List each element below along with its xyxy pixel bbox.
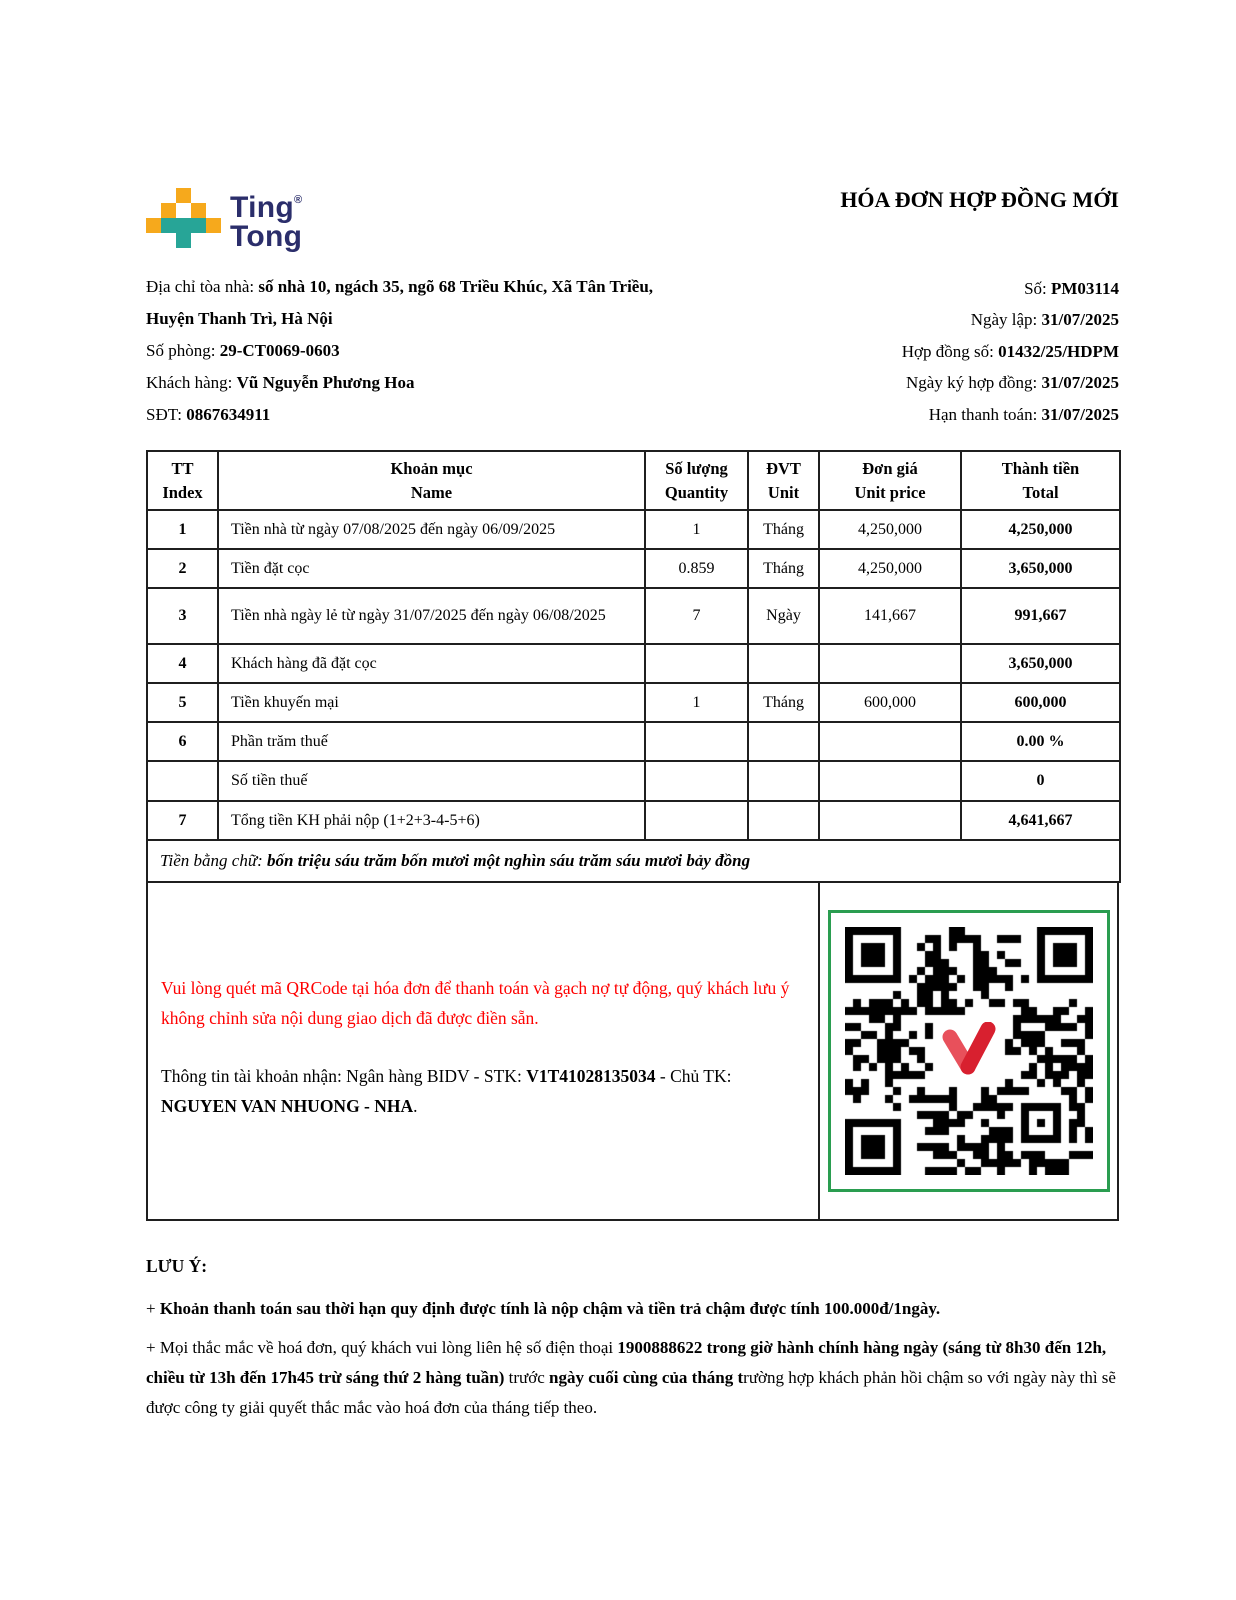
cell-unit: Tháng <box>748 549 819 588</box>
cell-price: 4,250,000 <box>819 510 961 549</box>
vietqr-v-icon <box>937 1022 1001 1080</box>
table-row <box>147 801 1120 840</box>
cell-total: 4,250,000 <box>961 510 1120 549</box>
cell-price <box>819 801 961 840</box>
qr-code <box>828 910 1110 1192</box>
invoice-meta-line: Hợp đồng số: 01432/25/HDPM <box>901 341 1119 361</box>
table-row <box>147 761 1120 801</box>
invoice-table <box>146 450 1121 883</box>
customer-info-block <box>146 271 691 431</box>
table-row <box>147 722 1120 761</box>
cell-price <box>819 644 961 683</box>
table-row <box>147 588 1120 644</box>
notes-heading: LƯU Ý: <box>146 1256 208 1276</box>
invoice-meta-line: Số: PM03114 <box>1024 279 1119 298</box>
cell-name: Phần trăm thuế <box>218 722 645 761</box>
cell-unit <box>748 801 819 840</box>
cell-tt: 2 <box>147 549 218 588</box>
cell-total: 0 <box>961 761 1120 801</box>
registered-mark: ® <box>293 194 303 206</box>
cell-price: 141,667 <box>819 588 961 644</box>
cell-name: Khách hàng đã đặt cọc <box>218 644 645 683</box>
room-number-line: Số phòng: 29-CT0069-0603 <box>146 341 340 360</box>
cell-price: 600,000 <box>819 683 961 722</box>
customer-phone-line: SĐT: 0867634911 <box>146 405 271 424</box>
cell-unit <box>748 761 819 801</box>
cell-tt: 4 <box>147 644 218 683</box>
cell-unit: Ngày <box>748 588 819 644</box>
cell-unit <box>748 644 819 683</box>
cell-tt: 7 <box>147 801 218 840</box>
cell-qty: 1 <box>645 510 748 549</box>
hotline-note: + Mọi thắc mắc về hoá đơn, quý khách vui lòng liên hệ số điện thoại 1900888622 trong giờ hành chính hàng ngày (sáng từ 8h30 đến 12h, chiều từ 13h đến 17h45 trừ sáng thứ 2 hàng tuần) trước ngày cuối cùng của tháng trường hợp khách phản hồi chậm so với ngày này thì sẽ được công ty giải quyết thắc mắc vào hoá đơn của tháng tiếp theo. <box>146 1338 1116 1417</box>
cell-name: Tổng tiền KH phải nộp (1+2+3-4-5+6) <box>218 801 645 840</box>
cell-qty: 0.859 <box>645 549 748 588</box>
cell-tt <box>147 761 218 801</box>
cell-unit: Tháng <box>748 683 819 722</box>
bank-account-text: Thông tin tài khoản nhận: Ngân hàng BIDV - STK: V1T41028135034 - Chủ TK: NGUYEN VAN NHUONG - NHA. <box>161 1066 732 1116</box>
customer-name-line: Khách hàng: Vũ Nguyễn Phương Hoa <box>146 373 415 392</box>
cell-name: Tiền nhà từ ngày 07/08/2025 đến ngày 06/09/2025 <box>218 510 645 549</box>
cell-qty <box>645 801 748 840</box>
tingtong-logo-icon <box>146 188 221 248</box>
cell-unit: Tháng <box>748 510 819 549</box>
cell-total: 0.00 % <box>961 722 1120 761</box>
col-header-total: Thành tiền Total <box>961 451 1120 510</box>
cell-total: 991,667 <box>961 588 1120 644</box>
tingtong-logo <box>146 184 302 251</box>
cell-name: Tiền nhà ngày lẻ từ ngày 31/07/2025 đến ngày 06/08/2025 <box>218 588 645 644</box>
cell-tt: 1 <box>147 510 218 549</box>
invoice-meta-line: Ngày ký hợp đồng: 31/07/2025 <box>906 373 1119 393</box>
invoice-table-section <box>146 450 1119 1221</box>
cell-name: Số tiền thuế <box>218 761 645 801</box>
col-header-name: Khoản mục Name <box>218 451 645 510</box>
cell-price <box>819 722 961 761</box>
cell-name: Tiền đặt cọc <box>218 549 645 588</box>
late-payment-note: + Khoản thanh toán sau thời hạn quy định được tính là nộp chậm và tiền trả chậm được tính 100.000đ/1ngày. <box>146 1299 941 1318</box>
invoice-title: HÓA ĐƠN HỢP ĐỒNG MỚI <box>840 187 1119 212</box>
cell-total: 600,000 <box>961 683 1120 722</box>
invoice-meta-line: Hạn thanh toán: 31/07/2025 <box>928 404 1119 424</box>
cell-qty <box>645 722 748 761</box>
col-header-quantity: Số lượng Quantity <box>645 451 748 510</box>
cell-tt: 5 <box>147 683 218 722</box>
table-row <box>147 510 1120 549</box>
cell-price: 4,250,000 <box>819 549 961 588</box>
cell-price <box>819 761 961 801</box>
building-address-line: Địa chỉ tòa nhà: số nhà 10, ngách 35, ngõ 68 Triều Khúc, Xã Tân Triều, Huyện Thanh Trì, Hà Nội <box>146 277 654 328</box>
col-header-unit-price: Đơn giá Unit price <box>819 451 961 510</box>
col-header-unit: ĐVT Unit <box>748 451 819 510</box>
payment-instructions-cell <box>148 883 820 1219</box>
table-row <box>147 644 1120 683</box>
notes-section <box>146 1256 1122 1423</box>
invoice-meta-block <box>902 273 1119 430</box>
cell-qty <box>645 644 748 683</box>
table-row <box>147 683 1120 722</box>
cell-total: 4,641,667 <box>961 801 1120 840</box>
amount-in-words-row <box>147 840 1120 882</box>
cell-qty: 7 <box>645 588 748 644</box>
table-row <box>147 549 1120 588</box>
cell-total: 3,650,000 <box>961 644 1120 683</box>
tingtong-logo-text: Ting® Tong <box>230 191 303 253</box>
cell-tt: 6 <box>147 722 218 761</box>
col-header-index: TT Index <box>147 451 218 510</box>
payment-row <box>146 883 1119 1221</box>
invoice-meta-line: Ngày lập: 31/07/2025 <box>970 310 1119 330</box>
cell-qty <box>645 761 748 801</box>
amount-in-words-cell: Tiền bằng chữ: bốn triệu sáu trăm bốn mươi một nghìn sáu trăm sáu mươi bảy đồng <box>147 840 1120 882</box>
cell-name: Tiền khuyến mại <box>218 683 645 722</box>
qr-warning-text: Vui lòng quét mã QRCode tại hóa đơn để thanh toán và gạch nợ tự động, quý khách lưu ý không chỉnh sửa nội dung giao dịch đã được điền sẵn. <box>161 978 790 1028</box>
table-header-row <box>147 451 1120 510</box>
cell-total: 3,650,000 <box>961 549 1120 588</box>
qr-cell <box>820 883 1117 1219</box>
cell-unit <box>748 722 819 761</box>
cell-tt: 3 <box>147 588 218 644</box>
cell-qty: 1 <box>645 683 748 722</box>
